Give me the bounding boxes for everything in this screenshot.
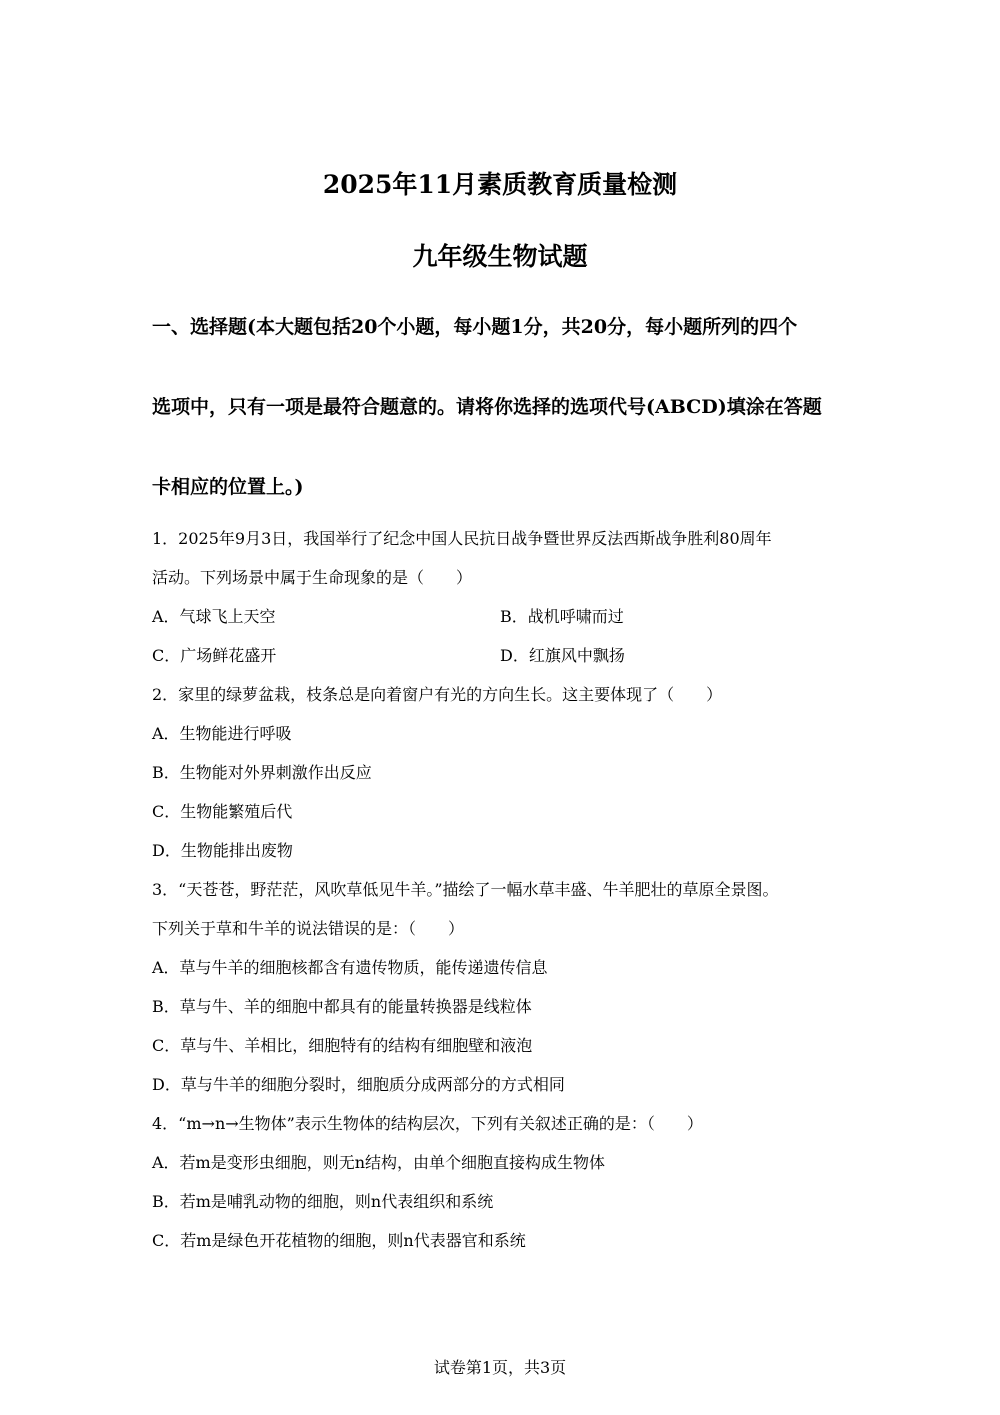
question-4-option-a: A．若m是变形虫细胞，则无n结构，由单个细胞直接构成生物体 <box>152 1153 606 1172</box>
question-3-option-d: D．草与牛羊的细胞分裂时，细胞质分成两部分的方式相同 <box>152 1075 565 1094</box>
question-1-option-c: C．广场鲜花盛开 <box>152 646 277 665</box>
question-2-stem: 2．家里的绿萝盆栽，枝条总是向着窗户有光的方向生长。这主要体现了（ ） <box>152 685 723 704</box>
question-4-option-b: B．若m是哺乳动物的细胞，则n代表组织和系统 <box>152 1192 494 1211</box>
page-footer: 试卷第1页，共3页 <box>433 1358 567 1377</box>
question-2-option-d: D．生物能排出废物 <box>152 841 293 860</box>
question-3-option-b: B．草与牛、羊的细胞中都具有的能量转换器是线粒体 <box>152 997 532 1016</box>
question-2-option-c: C．生物能繁殖后代 <box>152 802 293 821</box>
question-3-option-c: C．草与牛、羊相比，细胞特有的结构有细胞壁和液泡 <box>152 1036 533 1055</box>
question-2-option-a: A．生物能进行呼吸 <box>152 724 292 743</box>
question-1-option-b: B．战机呼啸而过 <box>500 607 624 626</box>
question-4-option-c: C．若m是绿色开花植物的细胞，则n代表器官和系统 <box>152 1231 526 1250</box>
question-1-stem-line-1: 1．2025年9月3日，我国举行了纪念中国人民抗日战争暨世界反法西斯战争胜利80周年 <box>152 529 772 548</box>
question-2-option-b: B．生物能对外界刺激作出反应 <box>152 763 372 782</box>
question-4-stem: 4．“m→n→生物体”表示生物体的结构层次，下列有关叙述正确的是：（ ） <box>152 1114 703 1133</box>
section-instructions-line-1: 一、选择题(本大题包括20个小题，每小题1分，共20分，每小题所列的四个 <box>152 316 798 338</box>
question-3-stem-line-1: 3．“天苍苍，野茫茫，风吹草低见牛羊。”描绘了一幅水草丰盛、牛羊肥壮的草原全景图。 <box>152 880 779 899</box>
question-1-stem-line-2: 活动。下列场景中属于生命现象的是（ ） <box>152 568 473 587</box>
exam-title: 2025年11月素质教育质量检测 <box>322 170 678 199</box>
question-3-stem-line-2: 下列关于草和牛羊的说法错误的是：（ ） <box>152 919 465 938</box>
question-1-option-a: A．气球飞上天空 <box>152 607 276 626</box>
question-3-option-a: A．草与牛羊的细胞核都含有遗传物质，能传递遗传信息 <box>152 958 548 977</box>
question-1-option-d: D．红旗风中飘扬 <box>500 646 625 665</box>
exam-subtitle: 九年级生物试题 <box>412 242 588 271</box>
section-instructions-line-3: 卡相应的位置上。) <box>152 476 304 498</box>
section-instructions-line-2: 选项中，只有一项是最符合题意的。请将你选择的选项代号(ABCD)填涂在答题 <box>152 396 822 418</box>
